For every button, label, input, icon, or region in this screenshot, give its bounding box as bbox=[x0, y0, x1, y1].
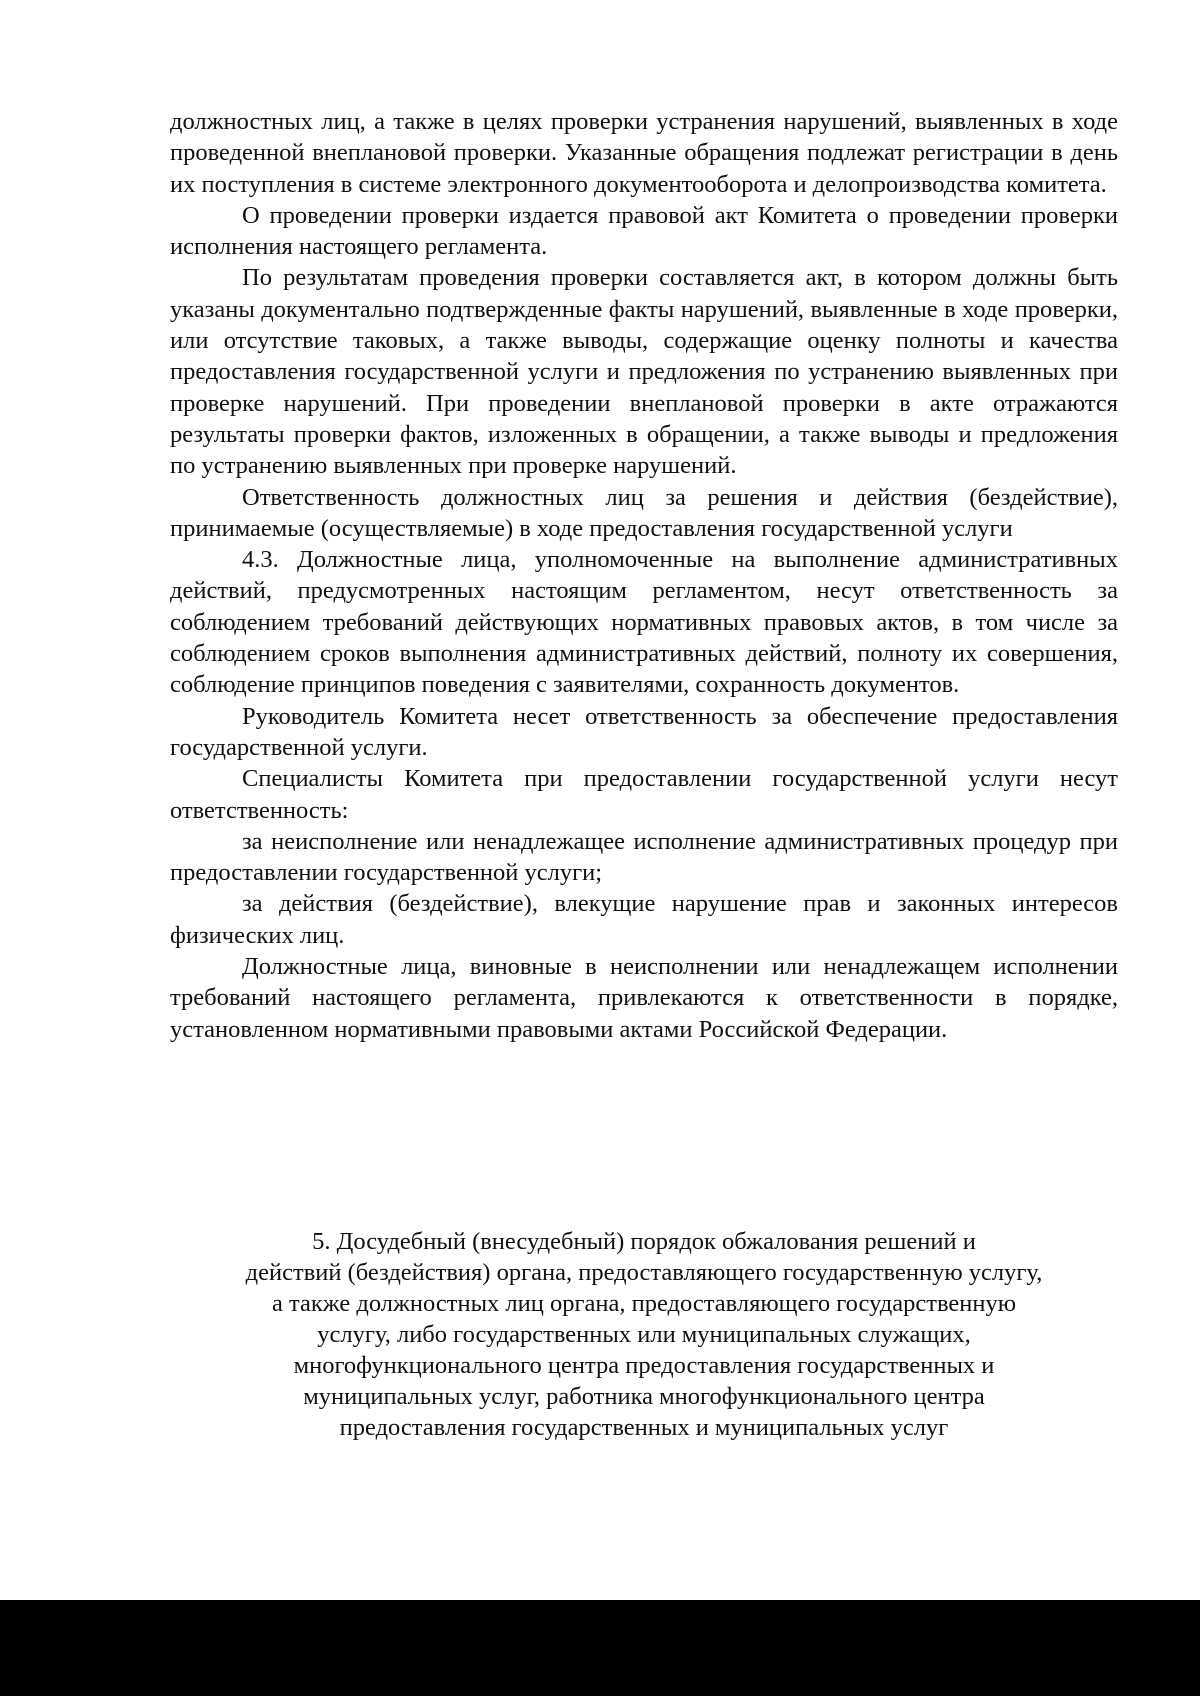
section-heading-line: а также должностных лиц органа, предоставляющего государственную bbox=[271, 1290, 1017, 1317]
paragraph: должностных лиц, а также в целях проверки устранения нарушений, выявленных в ходе проведенной внеплановой проверки. Указанные обращения подлежат регистрации в день их поступления в системе электронного документооборота и делопроизводства комитета. bbox=[170, 108, 1118, 198]
paragraph: 4.3. Должностные лица, уполномоченные на выполнение административных действий, предусмотренных настоящим регламентом, несут ответственность за соблюдением требований действующих нормативных правовых актов, в том числе за соблюдением сроков выполнения административных действий, полноту их совершения, соблюдение принципов поведения с заявителями, сохранность документов. bbox=[170, 546, 1118, 699]
section-heading bbox=[170, 1226, 1118, 1443]
paragraph: за неисполнение или ненадлежащее исполнение административных процедур при предоставлении государственной услуги; bbox=[170, 827, 1118, 887]
paragraph: Ответственность должностных лиц за решения и действия (бездействие), принимаемые (осуществляемые) в ходе предоставления государственной услуги bbox=[170, 483, 1118, 542]
section-heading-line: 5. Досудебный (внесудебный) порядок обжалования решений и bbox=[312, 1228, 976, 1255]
paragraph: По результатам проведения проверки составляется акт, в котором должны быть указаны документально подтвержденные факты нарушений, выявленные в ходе проверки, или отсутствие таковых, а также выводы, содержащие оценку полноты и качества предоставления государственной услуги и предложения по устранению выявленных при проверке нарушений. При проведении внеплановой проверки в акте отражаются результаты проверки фактов, изложенных в обращении, а также выводы и предложения по устранению выявленных при проверке нарушений. bbox=[170, 264, 1118, 480]
section-heading-line: предоставления государственных и муниципальных услуг bbox=[339, 1414, 949, 1441]
section-heading-line: многофункционального центра предоставления государственных и bbox=[293, 1352, 995, 1379]
body-text bbox=[170, 106, 1118, 1045]
section-heading-line: услугу, либо государственных или муниципальных служащих, bbox=[317, 1321, 971, 1348]
paragraph: Должностные лица, виновные в неисполнении или ненадлежащем исполнении требований настоящего регламента, привлекаются к ответственности в порядке, установленном нормативными правовыми актами Российской Федерации. bbox=[170, 953, 1118, 1043]
paragraph: О проведении проверки издается правовой акт Комитета о проведении проверки исполнения настоящего регламента. bbox=[170, 201, 1118, 261]
paragraph: Специалисты Комитета при предоставлении государственной услуги несут ответственность: bbox=[170, 765, 1118, 824]
section-heading-line: муниципальных услуг, работника многофункционального центра bbox=[303, 1383, 985, 1410]
paragraph: за действия (бездействие), влекущие нарушение прав и законных интересов физических лиц. bbox=[170, 890, 1118, 949]
scan-border bbox=[0, 1600, 1200, 1696]
section-heading-line: действий (бездействия) органа, предоставляющего государственную услугу, bbox=[245, 1259, 1043, 1286]
paragraph: Руководитель Комитета несет ответственность за обеспечение предоставления государственной услуги. bbox=[170, 702, 1118, 761]
